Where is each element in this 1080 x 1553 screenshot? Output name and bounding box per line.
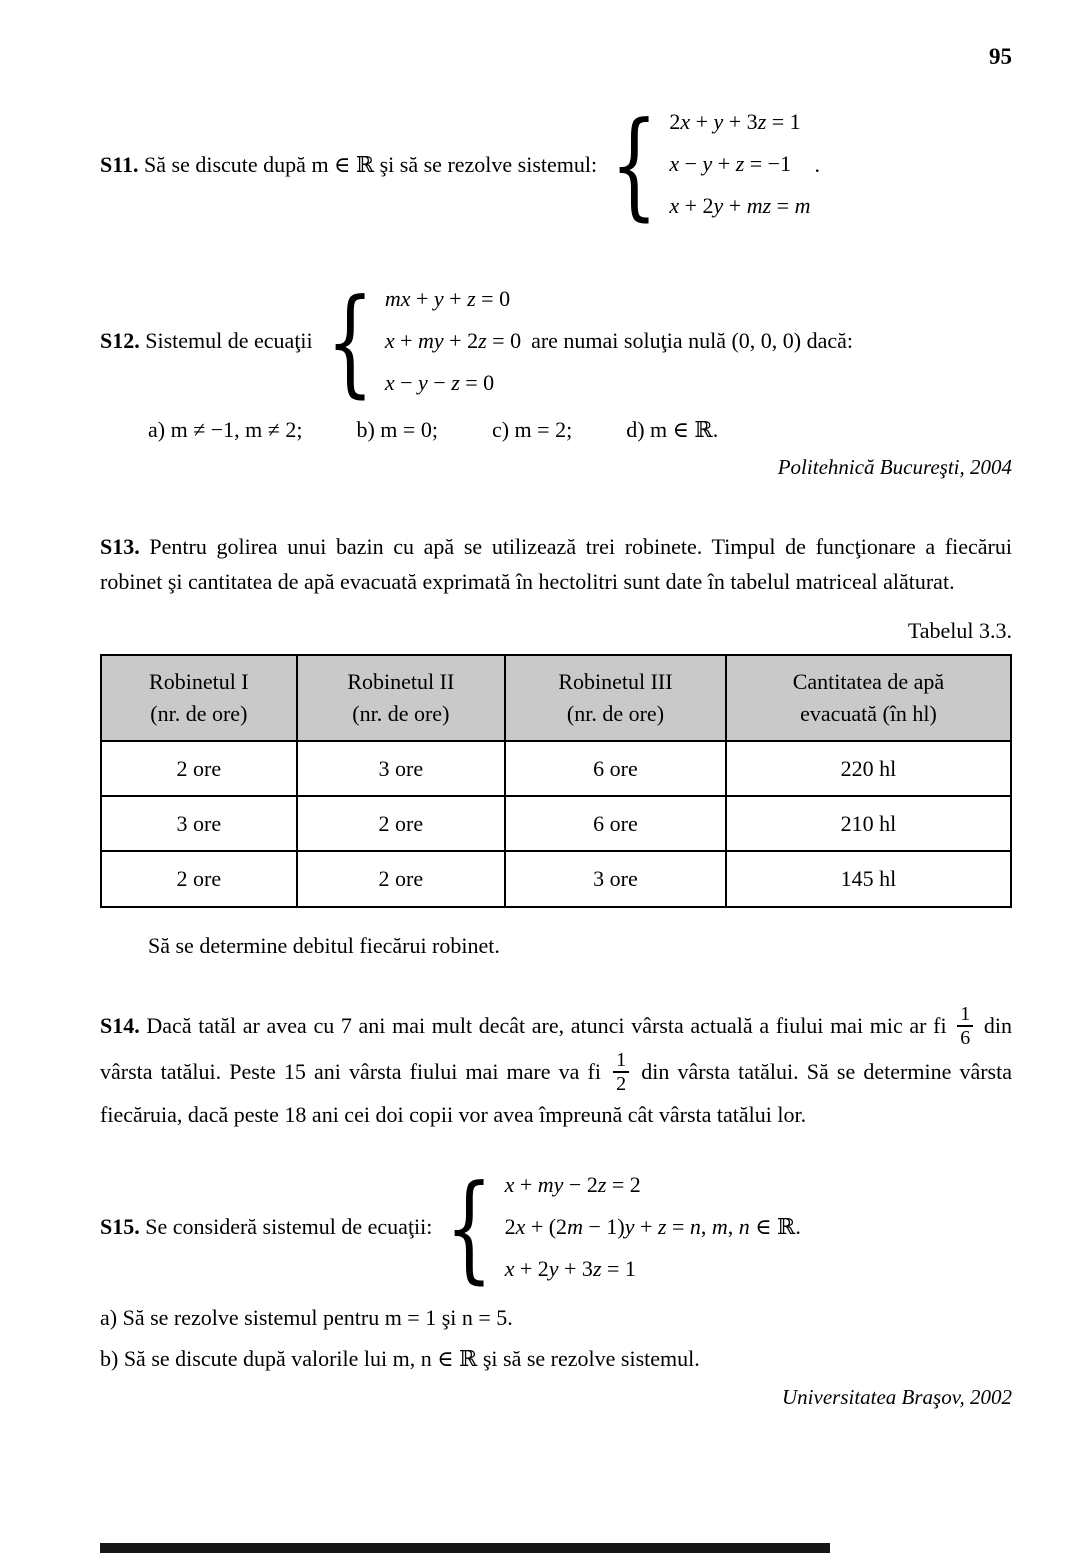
table-row [101, 796, 1011, 851]
equation-line: 2x + y + 3z = 1 [669, 109, 801, 135]
problem-s11-intro: Să se discute după m ∈ ℝ şi să se rezolve sistemul: [138, 151, 598, 177]
problem-s13-statement [100, 529, 1012, 599]
problem-s15-item-a: a) Să se rezolve sistemul pentru m = 1 şi n = 5. [100, 1305, 513, 1331]
problem-s11-statement [100, 147, 597, 182]
header-line: evacuată (în hl) [800, 701, 937, 727]
problem-s15-label: S15. [100, 1214, 140, 1240]
equation-system-s11 [601, 96, 811, 233]
option-d: d) m ∈ ℝ. [626, 416, 719, 442]
water-taps-table [100, 654, 1012, 907]
left-brace-icon: { [325, 272, 374, 410]
answer-options-row [148, 412, 1012, 447]
fraction-denominator: 6 [960, 1026, 971, 1049]
table-cell: 6 ore [505, 796, 726, 851]
table-row [101, 851, 1011, 906]
problem-s15-intro: Se consideră sistemul de ecuaţii: [139, 1214, 433, 1240]
header-line: (nr. de ore) [352, 701, 450, 727]
header-cantitate [726, 655, 1011, 741]
left-brace-icon: { [610, 96, 659, 233]
table-cell: 6 ore [505, 741, 726, 796]
equation-line: x − y − z = 0 [384, 369, 495, 395]
problem-s14-statement [100, 1002, 1012, 1132]
equation-line: x + my + 2z = 0 [384, 327, 522, 353]
equation-list-s15 [505, 1168, 801, 1286]
equation-line: mx + y + z = 0 [384, 285, 511, 311]
equation-system-s12 [317, 272, 522, 410]
equation-line: x + 2y + mz = m [669, 193, 811, 219]
problem-s14-label: S14. [100, 1012, 140, 1038]
table-cell: 3 ore [505, 851, 726, 906]
attribution-s12: Politehnică Bucureşti, 2004 [777, 455, 1012, 480]
header-robinetul-3 [505, 655, 726, 741]
fraction-denominator: 2 [616, 1072, 627, 1095]
equation-line: x + my − 2z = 2 [504, 1171, 641, 1197]
table-cell: 2 ore [101, 741, 297, 796]
table-cell: 2 ore [297, 851, 505, 906]
header-robinetul-1 [101, 655, 297, 741]
table-cell: 145 hl [726, 851, 1011, 906]
header-line: Robinetul I [149, 669, 249, 695]
header-line: (nr. de ore) [566, 701, 665, 727]
problem-s11 [100, 96, 1012, 233]
table-row [101, 741, 1011, 796]
problem-s12-label: S12. [100, 328, 140, 354]
table-caption: Tabelul 3.3. [907, 618, 1012, 644]
next-page-bleed-strip [100, 1543, 830, 1553]
option-a: a) m ≠ −1, m ≠ 2; [148, 416, 303, 442]
fraction-one-half [613, 1049, 629, 1095]
problem-s13 [100, 529, 1012, 963]
problem-s13-text: Pentru golirea unui bazin cu apă se utilizează trei robinete. Timpul de funcţionare a fiecărui robinet şi cantitatea de apă evacuată exprimată în hectolitri sunt date în tabelul matriceal alăturat. [100, 533, 1012, 594]
header-line: Robinetul III [558, 669, 673, 695]
header-line: (nr. de ore) [150, 701, 248, 727]
fraction-one-sixth [957, 1003, 973, 1049]
problem-s12 [100, 272, 1012, 485]
attribution-s15: Universitatea Braşov, 2002 [782, 1384, 1012, 1409]
equation-line: 2x + (2m − 1)y + z = n, m, n ∈ ℝ. [504, 1214, 801, 1240]
table-cell: 220 hl [726, 741, 1011, 796]
problem-s14-text-3: din vârsta tatălui. Să se determine vârsta fiecăruia, dacă peste 18 ani cei doi copii vor avea împreună cât vârsta tatălui lor. [100, 1058, 1012, 1127]
problem-s14-text-1: Dacă tatăl ar avea cu 7 ani mai mult decât are, atunci vârsta actuală a fiului mai mic ar fi [139, 1012, 954, 1038]
header-line: Cantitatea de apă [792, 669, 945, 695]
problem-s12-statement [100, 323, 313, 358]
equation-system-s15 [436, 1158, 801, 1296]
problem-s15-statement [100, 1209, 432, 1244]
header-robinetul-2 [297, 655, 505, 741]
option-c: c) m = 2; [491, 416, 573, 442]
fraction-numerator: 1 [613, 1049, 629, 1073]
problem-s11-label: S11. [100, 151, 139, 177]
problem-s14-text-2: din vârsta tatălui. Peste 15 ani vârsta fiului mai mare va fi [100, 1012, 1012, 1084]
header-line: Robinetul II [347, 669, 455, 695]
equation-line: x + 2y + 3z = 1 [504, 1256, 636, 1282]
table-cell: 2 ore [297, 796, 505, 851]
table-cell: 3 ore [297, 741, 505, 796]
option-b: b) m = 0; [356, 416, 438, 442]
equation-list-s11 [669, 105, 810, 223]
problem-s15-item-b: b) Să se discute după valorile lui m, n ∈ ℝ şi să se rezolve sistemul. [100, 1346, 700, 1372]
equation-line: x − y + z = −1 [669, 151, 792, 177]
page-number: 95 [989, 44, 1012, 69]
table-cell: 210 hl [726, 796, 1011, 851]
left-brace-icon: { [445, 1158, 494, 1296]
problem-s12-tail: are numai soluţia nulă (0, 0, 0) dacă: [531, 328, 854, 354]
table-cell: 3 ore [101, 796, 297, 851]
table-header-row [101, 655, 1011, 741]
problem-s11-period: . [814, 151, 820, 177]
problem-s14 [100, 1002, 1012, 1132]
table-cell: 2 ore [101, 851, 297, 906]
problem-s13-label: S13. [100, 533, 140, 559]
problem-s15 [100, 1158, 1012, 1414]
fraction-numerator: 1 [957, 1003, 973, 1027]
problem-s15-subitems [100, 1300, 1012, 1376]
equation-list-s12 [385, 282, 521, 400]
problem-s12-intro: Sistemul de ecuaţii [139, 328, 313, 354]
problem-s13-outro: Să se determine debitul fiecărui robinet. [148, 932, 500, 958]
